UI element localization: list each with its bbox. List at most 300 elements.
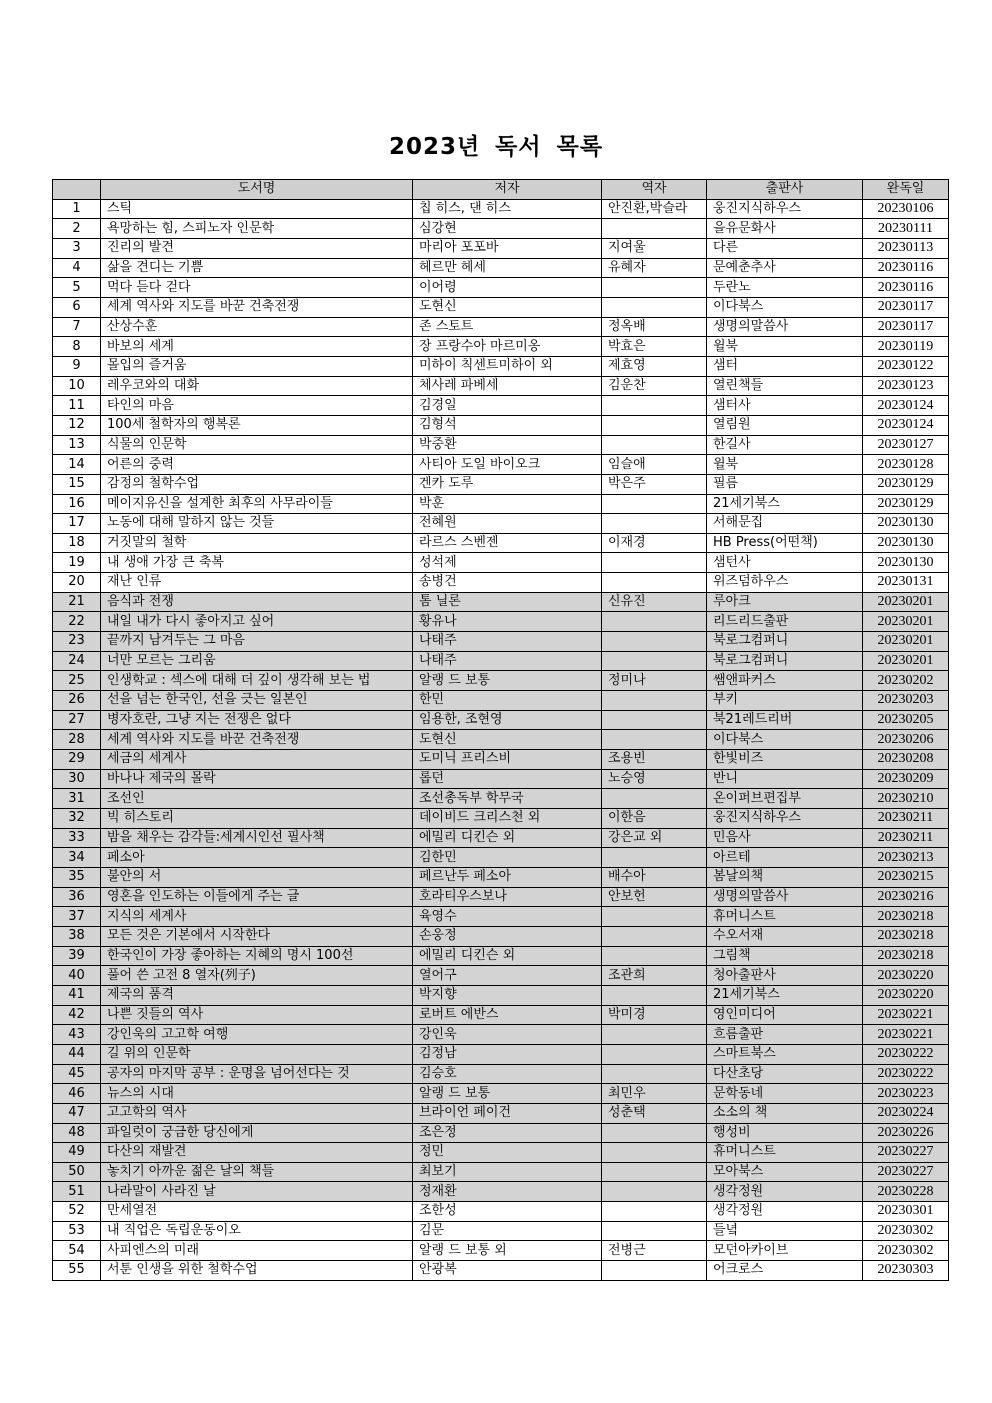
cell-translator: 노승영 xyxy=(602,769,707,789)
cell-finish-date: 20230202 xyxy=(863,671,949,691)
cell-number: 22 xyxy=(53,612,101,632)
cell-finish-date: 20230211 xyxy=(863,809,949,829)
cell-book-title: 100세 철학자의 행복론 xyxy=(101,415,413,435)
cell-translator xyxy=(602,1064,707,1084)
cell-author: 마리아 포포바 xyxy=(413,238,602,258)
table-row xyxy=(53,730,949,750)
cell-author: 체사레 파베세 xyxy=(413,376,602,396)
cell-translator xyxy=(602,730,707,750)
cell-author: 김정남 xyxy=(413,1044,602,1064)
header-finish-date: 완독일 xyxy=(863,180,949,200)
cell-book-title: 나라말이 사라진 날 xyxy=(101,1182,413,1202)
cell-book-title: 욕망하는 힘, 스피노자 인문학 xyxy=(101,219,413,239)
cell-publisher: 북로그컴퍼니 xyxy=(707,632,863,652)
cell-finish-date: 20230124 xyxy=(863,415,949,435)
cell-finish-date: 20230218 xyxy=(863,907,949,927)
cell-translator xyxy=(602,612,707,632)
cell-finish-date: 20230111 xyxy=(863,219,949,239)
cell-author: 육영수 xyxy=(413,907,602,927)
cell-translator: 이재경 xyxy=(602,533,707,553)
table-body xyxy=(53,199,949,1280)
cell-translator: 이한음 xyxy=(602,809,707,829)
table-row xyxy=(53,573,949,593)
cell-author: 장 프랑수아 마르미옹 xyxy=(413,337,602,357)
cell-number: 40 xyxy=(53,966,101,986)
cell-number: 13 xyxy=(53,435,101,455)
cell-book-title: 파일럿이 궁금한 당신에게 xyxy=(101,1123,413,1143)
cell-author: 롭던 xyxy=(413,769,602,789)
cell-finish-date: 20230201 xyxy=(863,592,949,612)
cell-publisher: 문학동네 xyxy=(707,1084,863,1104)
cell-finish-date: 20230228 xyxy=(863,1182,949,1202)
cell-publisher: 흐름출판 xyxy=(707,1025,863,1045)
table-row xyxy=(53,1202,949,1222)
cell-publisher: 행성비 xyxy=(707,1123,863,1143)
cell-publisher: 휴머니스트 xyxy=(707,1143,863,1163)
cell-number: 33 xyxy=(53,828,101,848)
cell-publisher: 휴머니스트 xyxy=(707,907,863,927)
table-row xyxy=(53,278,949,298)
cell-finish-date: 20230209 xyxy=(863,769,949,789)
cell-number: 53 xyxy=(53,1221,101,1241)
cell-translator xyxy=(602,985,707,1005)
table-row xyxy=(53,710,949,730)
cell-translator xyxy=(602,1025,707,1045)
cell-number: 51 xyxy=(53,1182,101,1202)
cell-publisher: 21세기북스 xyxy=(707,985,863,1005)
cell-finish-date: 20230223 xyxy=(863,1084,949,1104)
cell-author: 박지향 xyxy=(413,985,602,1005)
cell-publisher: 수오서재 xyxy=(707,926,863,946)
cell-author: 김형석 xyxy=(413,415,602,435)
table-row xyxy=(53,769,949,789)
cell-publisher: 21세기북스 xyxy=(707,494,863,514)
table-row xyxy=(53,258,949,278)
cell-book-title: 음식과 전쟁 xyxy=(101,592,413,612)
cell-author: 호라티우스보나 xyxy=(413,887,602,907)
table-row xyxy=(53,1143,949,1163)
cell-book-title: 노동에 대해 말하지 않는 것들 xyxy=(101,514,413,534)
header-author: 저자 xyxy=(413,180,602,200)
table-row xyxy=(53,1103,949,1123)
cell-publisher: 북로그컴퍼니 xyxy=(707,651,863,671)
cell-book-title: 다산의 재발견 xyxy=(101,1143,413,1163)
cell-finish-date: 20230211 xyxy=(863,828,949,848)
cell-author: 에밀리 디킨슨 외 xyxy=(413,946,602,966)
table-row xyxy=(53,828,949,848)
cell-translator: 안진환,박슬라 xyxy=(602,199,707,219)
cell-publisher: 모던아카이브 xyxy=(707,1241,863,1261)
cell-publisher: 루아크 xyxy=(707,592,863,612)
cell-finish-date: 20230218 xyxy=(863,946,949,966)
cell-number: 54 xyxy=(53,1241,101,1261)
cell-book-title: 길 위의 인문학 xyxy=(101,1044,413,1064)
table-row xyxy=(53,671,949,691)
cell-author: 도미닉 프리스비 xyxy=(413,750,602,770)
cell-book-title: 세계 역사와 지도를 바꾼 건축전쟁 xyxy=(101,730,413,750)
cell-publisher: 어크로스 xyxy=(707,1261,863,1281)
cell-author: 칩 히스, 댄 히스 xyxy=(413,199,602,219)
cell-finish-date: 20230201 xyxy=(863,651,949,671)
cell-translator: 성춘택 xyxy=(602,1103,707,1123)
cell-finish-date: 20230129 xyxy=(863,494,949,514)
cell-author: 조선총독부 학무국 xyxy=(413,789,602,809)
cell-number: 38 xyxy=(53,926,101,946)
cell-number: 49 xyxy=(53,1143,101,1163)
cell-publisher: 생명의말씀사 xyxy=(707,887,863,907)
cell-author: 존 스토트 xyxy=(413,317,602,337)
cell-number: 28 xyxy=(53,730,101,750)
cell-number: 52 xyxy=(53,1202,101,1222)
cell-number: 17 xyxy=(53,514,101,534)
cell-finish-date: 20230301 xyxy=(863,1202,949,1222)
table-row xyxy=(53,632,949,652)
cell-publisher: 열린책들 xyxy=(707,376,863,396)
cell-number: 20 xyxy=(53,573,101,593)
cell-translator xyxy=(602,907,707,927)
cell-translator xyxy=(602,651,707,671)
cell-author: 조은정 xyxy=(413,1123,602,1143)
cell-publisher: 아르테 xyxy=(707,848,863,868)
table-row xyxy=(53,514,949,534)
table-row xyxy=(53,219,949,239)
table-row xyxy=(53,848,949,868)
cell-finish-date: 20230220 xyxy=(863,985,949,1005)
cell-translator xyxy=(602,691,707,711)
cell-finish-date: 20230116 xyxy=(863,278,949,298)
cell-author: 안광복 xyxy=(413,1261,602,1281)
cell-translator: 김운찬 xyxy=(602,376,707,396)
table-row xyxy=(53,985,949,1005)
table-row xyxy=(53,396,949,416)
cell-publisher: 을유문화사 xyxy=(707,219,863,239)
table-row xyxy=(53,1123,949,1143)
cell-translator xyxy=(602,514,707,534)
cell-translator: 정미나 xyxy=(602,671,707,691)
table-row xyxy=(53,750,949,770)
cell-number: 44 xyxy=(53,1044,101,1064)
cell-publisher: 스마트북스 xyxy=(707,1044,863,1064)
cell-number: 50 xyxy=(53,1162,101,1182)
cell-finish-date: 20230106 xyxy=(863,199,949,219)
cell-book-title: 병자호란, 그냥 지는 전쟁은 없다 xyxy=(101,710,413,730)
cell-number: 19 xyxy=(53,553,101,573)
cell-book-title: 재난 인류 xyxy=(101,573,413,593)
cell-finish-date: 20230205 xyxy=(863,710,949,730)
cell-author: 페르난두 페소아 xyxy=(413,867,602,887)
cell-book-title: 진리의 발견 xyxy=(101,238,413,258)
cell-number: 5 xyxy=(53,278,101,298)
table-row xyxy=(53,1182,949,1202)
cell-number: 6 xyxy=(53,297,101,317)
cell-finish-date: 20230216 xyxy=(863,887,949,907)
cell-author: 겐카 도루 xyxy=(413,474,602,494)
cell-translator xyxy=(602,1261,707,1281)
cell-number: 39 xyxy=(53,946,101,966)
cell-number: 34 xyxy=(53,848,101,868)
cell-publisher: 필름 xyxy=(707,474,863,494)
cell-book-title: 만세열전 xyxy=(101,1202,413,1222)
cell-author: 라르스 스벤젠 xyxy=(413,533,602,553)
cell-translator xyxy=(602,710,707,730)
cell-book-title: 제국의 품격 xyxy=(101,985,413,1005)
cell-translator xyxy=(602,848,707,868)
table-row xyxy=(53,1064,949,1084)
cell-book-title: 메이지유신을 설계한 최후의 사무라이들 xyxy=(101,494,413,514)
table-row xyxy=(53,907,949,927)
cell-author: 정재환 xyxy=(413,1182,602,1202)
cell-book-title: 산상수훈 xyxy=(101,317,413,337)
cell-number: 46 xyxy=(53,1084,101,1104)
cell-author: 정민 xyxy=(413,1143,602,1163)
table-row xyxy=(53,1261,949,1281)
cell-finish-date: 20230227 xyxy=(863,1143,949,1163)
cell-finish-date: 20230128 xyxy=(863,455,949,475)
cell-number: 1 xyxy=(53,199,101,219)
table-row xyxy=(53,887,949,907)
cell-number: 16 xyxy=(53,494,101,514)
table-row xyxy=(53,238,949,258)
table-row xyxy=(53,612,949,632)
cell-number: 55 xyxy=(53,1261,101,1281)
cell-book-title: 인생학교 : 섹스에 대해 더 깊이 생각해 보는 법 xyxy=(101,671,413,691)
cell-translator xyxy=(602,435,707,455)
cell-number: 41 xyxy=(53,985,101,1005)
cell-author: 김한민 xyxy=(413,848,602,868)
table-row xyxy=(53,966,949,986)
cell-publisher: 한빛비즈 xyxy=(707,750,863,770)
cell-publisher: 쌤앤파커스 xyxy=(707,671,863,691)
cell-publisher: 온이퍼브편집부 xyxy=(707,789,863,809)
cell-author: 알랭 드 보통 xyxy=(413,671,602,691)
cell-author: 강인욱 xyxy=(413,1025,602,1045)
cell-book-title: 레우코와의 대화 xyxy=(101,376,413,396)
cell-number: 43 xyxy=(53,1025,101,1045)
cell-number: 3 xyxy=(53,238,101,258)
cell-translator xyxy=(602,396,707,416)
cell-publisher: 한길사 xyxy=(707,435,863,455)
cell-author: 에밀리 디킨슨 외 xyxy=(413,828,602,848)
cell-finish-date: 20230123 xyxy=(863,376,949,396)
cell-number: 14 xyxy=(53,455,101,475)
cell-publisher: 위즈덤하우스 xyxy=(707,573,863,593)
table-row xyxy=(53,494,949,514)
cell-book-title: 바보의 세계 xyxy=(101,337,413,357)
cell-number: 36 xyxy=(53,887,101,907)
cell-book-title: 선을 넘는 한국인, 선을 긋는 일본인 xyxy=(101,691,413,711)
cell-author: 손웅정 xyxy=(413,926,602,946)
cell-author: 심강현 xyxy=(413,219,602,239)
cell-publisher: 웅진지식하우스 xyxy=(707,199,863,219)
cell-author: 로버트 에반스 xyxy=(413,1005,602,1025)
cell-book-title: 지식의 세계사 xyxy=(101,907,413,927)
cell-number: 24 xyxy=(53,651,101,671)
cell-translator xyxy=(602,553,707,573)
cell-publisher: 청아출판사 xyxy=(707,966,863,986)
cell-number: 9 xyxy=(53,356,101,376)
cell-publisher: 부키 xyxy=(707,691,863,711)
cell-translator xyxy=(602,278,707,298)
cell-author: 송병건 xyxy=(413,573,602,593)
cell-number: 42 xyxy=(53,1005,101,1025)
cell-author: 황유나 xyxy=(413,612,602,632)
cell-translator xyxy=(602,926,707,946)
cell-finish-date: 20230203 xyxy=(863,691,949,711)
cell-translator: 임슬애 xyxy=(602,455,707,475)
cell-translator: 박효은 xyxy=(602,337,707,357)
cell-number: 31 xyxy=(53,789,101,809)
cell-book-title: 세금의 세계사 xyxy=(101,750,413,770)
cell-finish-date: 20230226 xyxy=(863,1123,949,1143)
cell-publisher: 북21레드리버 xyxy=(707,710,863,730)
cell-translator xyxy=(602,789,707,809)
cell-translator: 신유진 xyxy=(602,592,707,612)
cell-finish-date: 20230218 xyxy=(863,926,949,946)
cell-translator: 배수아 xyxy=(602,867,707,887)
cell-author: 김경일 xyxy=(413,396,602,416)
table-row xyxy=(53,691,949,711)
cell-number: 29 xyxy=(53,750,101,770)
table-header-row xyxy=(53,180,949,200)
cell-translator xyxy=(602,219,707,239)
cell-book-title: 삶을 견디는 기쁨 xyxy=(101,258,413,278)
cell-book-title: 세계 역사와 지도를 바꾼 건축전쟁 xyxy=(101,297,413,317)
cell-author: 나태주 xyxy=(413,632,602,652)
cell-finish-date: 20230220 xyxy=(863,966,949,986)
table-row xyxy=(53,1084,949,1104)
table-row xyxy=(53,1241,949,1261)
cell-number: 23 xyxy=(53,632,101,652)
cell-book-title: 나쁜 짓들의 역사 xyxy=(101,1005,413,1025)
cell-finish-date: 20230215 xyxy=(863,867,949,887)
cell-finish-date: 20230130 xyxy=(863,553,949,573)
table-row xyxy=(53,435,949,455)
cell-author: 사티아 도일 바이오크 xyxy=(413,455,602,475)
cell-publisher: 열림원 xyxy=(707,415,863,435)
cell-publisher: 리드리드출판 xyxy=(707,612,863,632)
cell-finish-date: 20230124 xyxy=(863,396,949,416)
cell-publisher: 윌북 xyxy=(707,455,863,475)
table-row xyxy=(53,1044,949,1064)
cell-author: 도현신 xyxy=(413,297,602,317)
cell-finish-date: 20230221 xyxy=(863,1005,949,1025)
cell-author: 전혜원 xyxy=(413,514,602,534)
cell-number: 45 xyxy=(53,1064,101,1084)
cell-author: 성석제 xyxy=(413,553,602,573)
cell-finish-date: 20230117 xyxy=(863,297,949,317)
cell-book-title: 불안의 서 xyxy=(101,867,413,887)
cell-finish-date: 20230201 xyxy=(863,632,949,652)
cell-finish-date: 20230302 xyxy=(863,1221,949,1241)
cell-number: 8 xyxy=(53,337,101,357)
cell-number: 10 xyxy=(53,376,101,396)
table-row xyxy=(53,317,949,337)
cell-author: 알랭 드 보통 외 xyxy=(413,1241,602,1261)
header-translator: 역자 xyxy=(602,180,707,200)
cell-finish-date: 20230227 xyxy=(863,1162,949,1182)
cell-translator: 유혜자 xyxy=(602,258,707,278)
cell-finish-date: 20230303 xyxy=(863,1261,949,1281)
cell-author: 나태주 xyxy=(413,651,602,671)
cell-finish-date: 20230201 xyxy=(863,612,949,632)
cell-number: 35 xyxy=(53,867,101,887)
cell-author: 미하이 칙센트미하이 외 xyxy=(413,356,602,376)
cell-finish-date: 20230224 xyxy=(863,1103,949,1123)
cell-finish-date: 20230127 xyxy=(863,435,949,455)
table-row xyxy=(53,376,949,396)
cell-publisher: 들녘 xyxy=(707,1221,863,1241)
cell-author: 브라이언 페이건 xyxy=(413,1103,602,1123)
cell-finish-date: 20230210 xyxy=(863,789,949,809)
cell-publisher: 웅진지식하우스 xyxy=(707,809,863,829)
table-row xyxy=(53,1005,949,1025)
cell-publisher: 민음사 xyxy=(707,828,863,848)
cell-book-title: 너만 모르는 그리움 xyxy=(101,651,413,671)
cell-translator xyxy=(602,1162,707,1182)
cell-book-title: 내 생애 가장 큰 축복 xyxy=(101,553,413,573)
cell-author: 김승호 xyxy=(413,1064,602,1084)
cell-author: 임용한, 조현영 xyxy=(413,710,602,730)
cell-number: 12 xyxy=(53,415,101,435)
cell-finish-date: 20230221 xyxy=(863,1025,949,1045)
cell-author: 알랭 드 보통 xyxy=(413,1084,602,1104)
cell-publisher: 그림책 xyxy=(707,946,863,966)
table-row xyxy=(53,297,949,317)
cell-translator xyxy=(602,1182,707,1202)
table-row xyxy=(53,926,949,946)
table-row xyxy=(53,356,949,376)
cell-translator xyxy=(602,946,707,966)
cell-finish-date: 20230129 xyxy=(863,474,949,494)
cell-finish-date: 20230130 xyxy=(863,533,949,553)
cell-book-title: 빅 히스토리 xyxy=(101,809,413,829)
cell-book-title: 어른의 중력 xyxy=(101,455,413,475)
cell-publisher: 모아북스 xyxy=(707,1162,863,1182)
cell-book-title: 뉴스의 시대 xyxy=(101,1084,413,1104)
cell-author: 김문 xyxy=(413,1221,602,1241)
cell-book-title: 놓치기 아까운 젊은 날의 책들 xyxy=(101,1162,413,1182)
table-row xyxy=(53,553,949,573)
cell-publisher: 생각정원 xyxy=(707,1202,863,1222)
cell-translator: 전병근 xyxy=(602,1241,707,1261)
cell-publisher: 생각정원 xyxy=(707,1182,863,1202)
cell-book-title: 사피엔스의 미래 xyxy=(101,1241,413,1261)
cell-number: 30 xyxy=(53,769,101,789)
cell-finish-date: 20230117 xyxy=(863,317,949,337)
table-row xyxy=(53,809,949,829)
page-title: 2023년 독서 목록 xyxy=(388,134,604,160)
cell-book-title: 타인의 마음 xyxy=(101,396,413,416)
cell-publisher: 샘터 xyxy=(707,356,863,376)
cell-number: 32 xyxy=(53,809,101,829)
cell-number: 26 xyxy=(53,691,101,711)
cell-finish-date: 20230213 xyxy=(863,848,949,868)
cell-finish-date: 20230206 xyxy=(863,730,949,750)
cell-translator xyxy=(602,1143,707,1163)
cell-publisher: 소소의 책 xyxy=(707,1103,863,1123)
table-row xyxy=(53,867,949,887)
table-row xyxy=(53,946,949,966)
cell-number: 7 xyxy=(53,317,101,337)
cell-finish-date: 20230122 xyxy=(863,356,949,376)
cell-translator: 제효영 xyxy=(602,356,707,376)
cell-publisher: HB Press(어떤책) xyxy=(707,533,863,553)
reading-list-table xyxy=(52,179,949,1281)
cell-book-title: 몰입의 즐거움 xyxy=(101,356,413,376)
cell-book-title: 거짓말의 철학 xyxy=(101,533,413,553)
cell-book-title: 스틱 xyxy=(101,199,413,219)
cell-translator: 조용빈 xyxy=(602,750,707,770)
